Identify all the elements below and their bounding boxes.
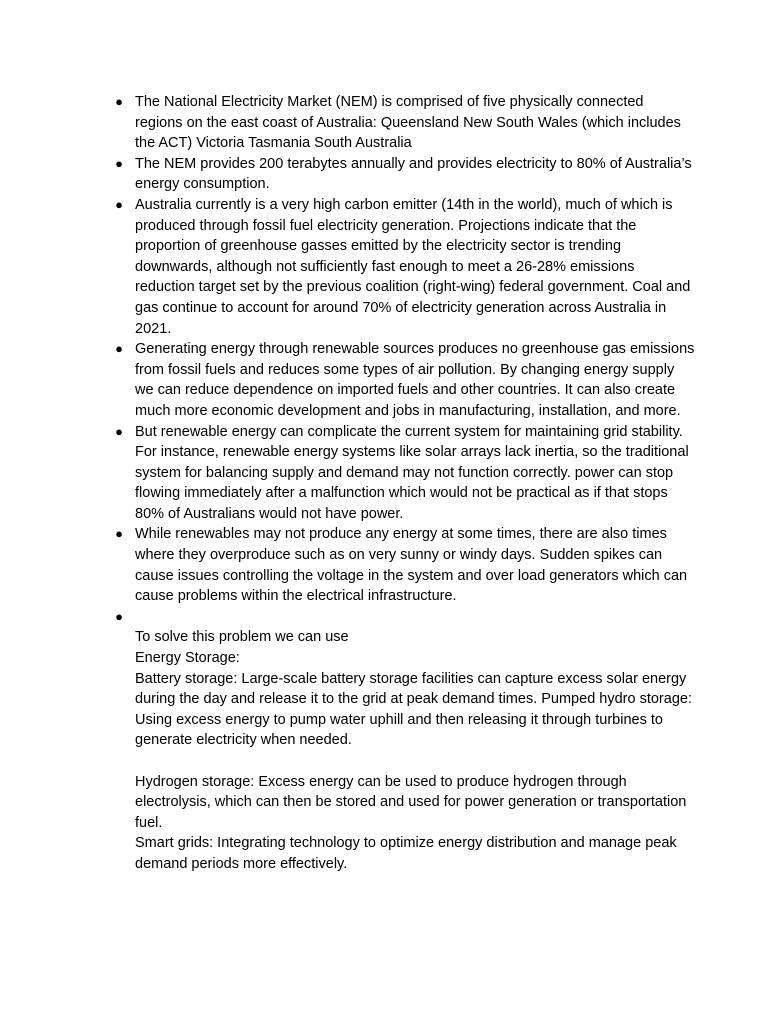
- bullet-icon: ●: [115, 196, 123, 212]
- solution-intro: To solve this problem we can use: [135, 629, 349, 646]
- bullet-text: The NEM provides 200 terabytes annually and provides electricity to 80% of Australia’s energy consumption.: [135, 155, 692, 193]
- bullet-text: The National Electricity Market (NEM) is comprised of five physically connected regions on the east coast of Australia: Queensland New South Wales (which includes the ACT) Victoria Tasmania South Australia: [135, 94, 681, 152]
- empty-bullet-text: [135, 607, 695, 628]
- solution-heading: Energy Storage:: [135, 650, 240, 667]
- list-item: [115, 92, 695, 154]
- smart-grids-paragraph: Smart grids: Integrating technology to optimize energy distribution and manage peak demand periods more effectively.: [135, 835, 677, 872]
- document-body: [115, 92, 695, 875]
- bullet-icon: ●: [115, 155, 123, 171]
- bullet-text: But renewable energy can complicate the current system for maintaining grid stability. For instance, renewable energy systems like solar arrays lack inertia, so the traditional system for balancing supply and demand may not function correctly. power can stop flowing immediately after a malfunction which would not be practical as if that stops 80% of Australians would not have power.: [135, 423, 689, 522]
- hydrogen-storage-paragraph: Hydrogen storage: Excess energy can be used to produce hydrogen through electrolysis, which can then be stored and used for power generation or transportation fuel.: [135, 773, 687, 831]
- bullet-text: While renewables may not produce any energy at some times, there are also times where they overproduce such as on very sunny or windy days. Sudden spikes can cause issues controlling the voltage in the system and over load generators which can cause problems within the electrical infrastructure.: [135, 526, 688, 605]
- bullet-icon: ●: [115, 94, 123, 109]
- list-item-empty: [115, 607, 695, 628]
- bullet-icon: ●: [115, 341, 123, 357]
- list-item: [115, 154, 695, 195]
- list-item: [115, 422, 695, 525]
- bullet-text: Generating energy through renewable sources produces no greenhouse gas emissions from fossil fuels and reduces some types of air pollution. By changing energy supply we can reduce dependence on imported fuels and other countries. It can also create much more economic development and jobs in manufacturing, installation, and more.: [135, 341, 695, 419]
- bullet-icon: ●: [115, 423, 123, 439]
- bullet-icon: ●: [115, 608, 123, 624]
- bullet-icon: ●: [115, 526, 123, 542]
- bullet-list: [115, 92, 695, 627]
- list-item: [115, 339, 695, 421]
- battery-storage-paragraph: Battery storage: Large-scale battery storage facilities can capture excess solar energy during the day and release it to the grid at peak demand times. Pumped hydro storage: Using excess energy to pump water uphill and then releasing it through turbines to generate electricity when needed.: [135, 670, 692, 749]
- paragraph-gap: [135, 751, 695, 772]
- list-item: [115, 195, 695, 339]
- list-item: [115, 524, 695, 606]
- bullet-text: Australia currently is a very high carbon emitter (14th in the world), much of which is produced through fossil fuel electricity generation. Projections indicate that the proportion of greenhouse gasses emitted by the electricity sector is trending downwards, although not sufficiently fast enough to meet a 26-28% emissions reduction target set by the previous coalition (right-wing) federal government. Coal and gas continue to account for around 70% of electricity generation across Australia in 2021.: [135, 196, 691, 337]
